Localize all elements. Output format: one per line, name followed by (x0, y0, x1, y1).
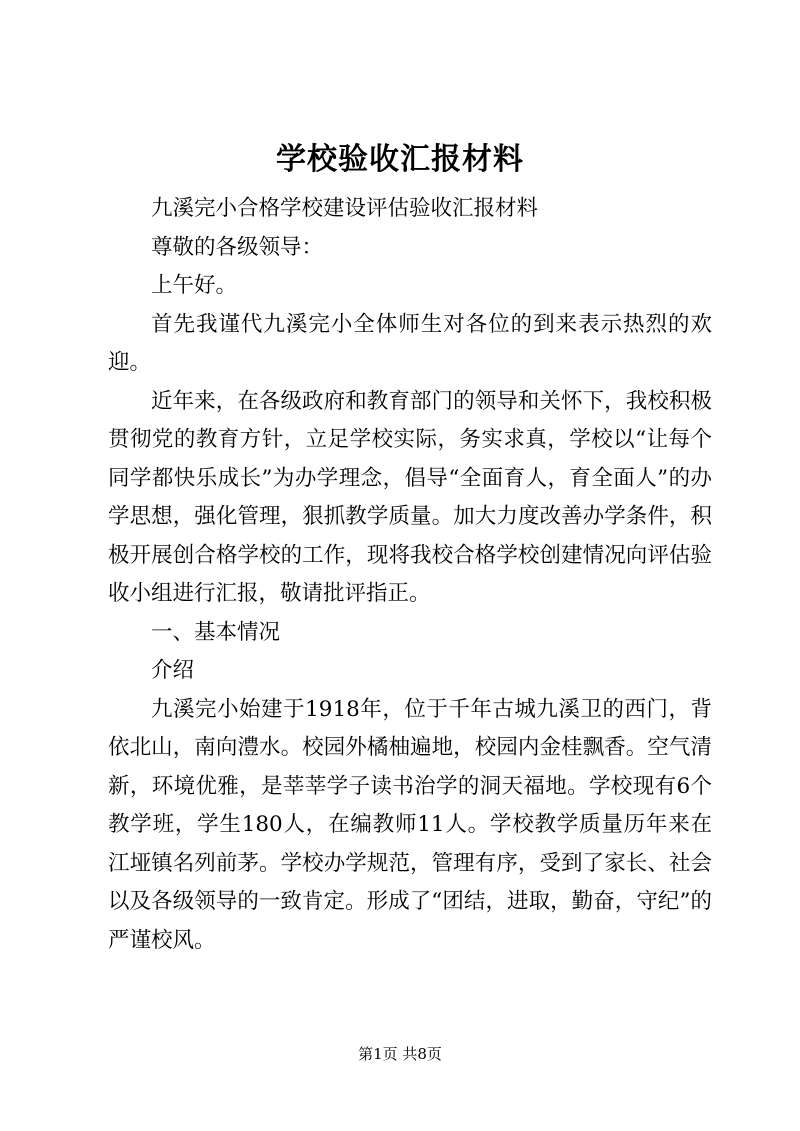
paragraph-subtitle: 九溪完小合格学校建设评估验收汇报材料 (151, 196, 539, 221)
paragraph-intro: 近年来，在各级政府和教育部门的领导和关怀下，我校积极贯彻党的教育方针，立足学校实际，务实求真，学校以“让每个同学都快乐成长”为办学理念，倡导“全面育人，育全面人”的办学思想，强化管理，狠抓教学质量。加大力度改善办学条件，积极开展创合格学校的工作，现将我校合格学校创建情况向评估验收小组进行汇报，敬请批评指正。 (108, 388, 712, 606)
document-title: 学校验收汇报材料 (276, 142, 524, 177)
document-body (108, 190, 712, 960)
paragraph-welcome: 首先我谨代九溪完小全体师生对各位的到来表示热烈的欢迎。 (108, 311, 712, 375)
paragraph-salutation: 尊敬的各级领导： (151, 234, 324, 260)
paragraph-greeting: 上午好。 (151, 273, 238, 298)
paragraph-school-info: 九溪完小始建于1918年，位于千年古城九溪卫的西门，背依北山，南向澧水。校园外橘柚遍地，校园内金桂飘香。空气清新，环境优雅，是莘莘学子读书治学的洞天福地。学校现有6个教学班，学生180人，在编教师11人。学校教学质量历年来在江垭镇名列前茅。学校办学规范，管理有序，受到了家长、社会以及各级领导的一致肯定。形成了“团结，进取，勤奋，守纪”的严谨校风。 (108, 696, 712, 953)
section-heading-cont: 介绍 (151, 658, 195, 683)
section-heading: 一、基本情况 (151, 619, 281, 645)
page-number: 第1页 共8页 (358, 1045, 442, 1063)
